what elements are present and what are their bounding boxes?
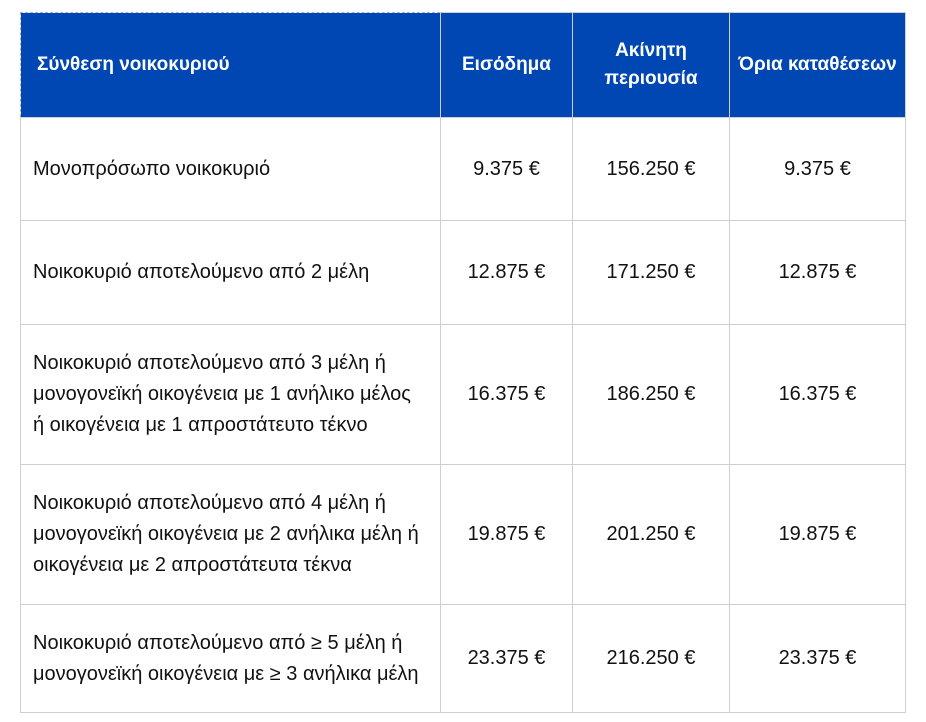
table-row bbox=[21, 325, 906, 465]
income-cell: 12.875 € bbox=[441, 221, 573, 325]
table-row bbox=[21, 221, 906, 325]
property-cell: 186.250 € bbox=[573, 325, 730, 465]
table-body bbox=[21, 118, 906, 713]
deposits-cell: 16.375 € bbox=[730, 325, 906, 465]
table-row bbox=[21, 465, 906, 605]
deposits-cell: 12.875 € bbox=[730, 221, 906, 325]
header-household-composition: Σύνθεση νοικοκυριού bbox=[21, 13, 441, 118]
header-row bbox=[21, 13, 906, 118]
property-cell: 156.250 € bbox=[573, 118, 730, 221]
header-real-estate: Ακίνητη περιουσία bbox=[573, 13, 730, 118]
income-cell: 19.875 € bbox=[441, 465, 573, 605]
table-header bbox=[21, 13, 906, 118]
property-cell: 171.250 € bbox=[573, 221, 730, 325]
income-cell: 16.375 € bbox=[441, 325, 573, 465]
household-cell: Νοικοκυριό αποτελούμενο από 2 μέλη bbox=[21, 221, 441, 325]
property-cell: 201.250 € bbox=[573, 465, 730, 605]
table-row bbox=[21, 118, 906, 221]
household-cell: Νοικοκυριό αποτελούμενο από ≥ 5 μέλη ή μονογονεϊκή οικογένεια με ≥ 3 ανήλικα μέλη bbox=[21, 605, 441, 713]
table-row bbox=[21, 605, 906, 713]
household-cell: Νοικοκυριό αποτελούμενο από 3 μέλη ή μονογονεϊκή οικογένεια με 1 ανήλικο μέλος ή οικογένεια με 1 απροστάτευτο τέκνο bbox=[21, 325, 441, 465]
deposits-cell: 9.375 € bbox=[730, 118, 906, 221]
deposits-cell: 23.375 € bbox=[730, 605, 906, 713]
household-limits-table bbox=[20, 12, 906, 713]
household-cell: Μονοπρόσωπο νοικοκυριό bbox=[21, 118, 441, 221]
income-cell: 9.375 € bbox=[441, 118, 573, 221]
header-income: Εισόδημα bbox=[441, 13, 573, 118]
header-deposit-limits: Όρια καταθέσεων bbox=[730, 13, 906, 118]
household-cell: Νοικοκυριό αποτελούμενο από 4 μέλη ή μονογονεϊκή οικογένεια με 2 ανήλικα μέλη ή οικογένεια με 2 απροστάτευτα τέκνα bbox=[21, 465, 441, 605]
income-cell: 23.375 € bbox=[441, 605, 573, 713]
property-cell: 216.250 € bbox=[573, 605, 730, 713]
deposits-cell: 19.875 € bbox=[730, 465, 906, 605]
